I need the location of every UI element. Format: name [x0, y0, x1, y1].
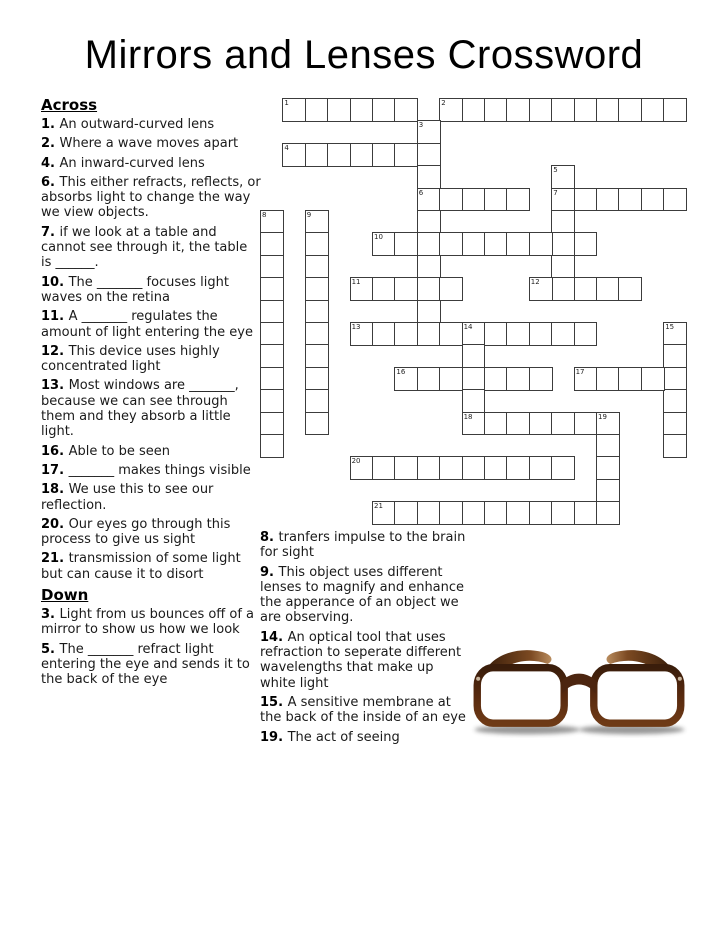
grid-cell-r15c15 [596, 434, 620, 458]
grid-cell-r6c13 [551, 232, 575, 256]
clue-text: A _______ regulates the amount of light entering the eye [41, 309, 253, 340]
grid-cell-r4c9 [462, 188, 486, 212]
grid-cell-number: 18 [463, 412, 473, 421]
grid-cell-r8c6 [394, 277, 418, 301]
grid-cell-r0c17 [641, 98, 665, 122]
grid-cell-r0c5 [372, 98, 396, 122]
grid-cell-number: 5 [553, 166, 558, 175]
clue-number: 11. [41, 309, 69, 325]
grid-cell-r4c7 [417, 188, 441, 212]
grid-cell-r12c8 [439, 367, 463, 391]
clue-text: The _______ refract light entering the eye and sends it to the back of the eye [41, 641, 250, 688]
grid-cell-r14c2 [305, 412, 329, 436]
grid-cell-r9c0 [260, 300, 284, 324]
grid-cell-r6c0 [260, 232, 284, 256]
grid-cell-r15c0 [260, 434, 284, 458]
down-heading: Down [41, 586, 89, 605]
grid-cell-r10c9 [462, 322, 486, 346]
grid-cell-r8c16 [618, 277, 642, 301]
grid-cell-number: 8 [262, 211, 267, 219]
clue-text: transmission of some light but can cause it to disort [41, 551, 241, 582]
crossword-grid [260, 98, 688, 526]
clue-11 [41, 309, 261, 340]
grid-cell-r0c11 [506, 98, 530, 122]
grid-cell-r4c8 [439, 188, 463, 212]
clue-number: 12. [41, 343, 69, 359]
grid-cell-r6c7 [417, 232, 441, 256]
grid-cell-r4c18 [663, 188, 687, 212]
grid-cell-r7c7 [417, 255, 441, 279]
grid-cell-r2c4 [350, 143, 374, 167]
grid-cell-r12c15 [596, 367, 620, 391]
grid-cell-r11c9 [462, 344, 486, 368]
grid-cell-r6c11 [506, 232, 530, 256]
grid-cell-r18c10 [484, 501, 508, 525]
grid-cell-r2c5 [372, 143, 396, 167]
clue-number: 21. [41, 551, 69, 567]
page-title: Mirrors and Lenses Crossword [84, 33, 644, 77]
clue-text: This object uses different lenses to magnify and enhance the apperance of an object we are observing. [260, 564, 465, 626]
clue-text: if we look at a table and cannot see through it, the table is ______. [41, 224, 248, 271]
clue-8 [260, 530, 466, 561]
clue-15 [260, 695, 466, 726]
grid-cell-r8c14 [574, 277, 598, 301]
clue-number: 1. [41, 117, 60, 132]
clue-number: 2. [41, 136, 60, 152]
grid-cell-r4c10 [484, 188, 508, 212]
clue-text: This either refracts, reflects, or absorbs light to change the way we view objects. [41, 174, 261, 221]
grid-cell-number: 20 [351, 457, 361, 466]
clues-second-column [260, 530, 466, 749]
clue-4 [41, 156, 261, 171]
grid-cell-r8c13 [551, 277, 575, 301]
clue-text: tranfers impulse to the brain for sight [260, 530, 466, 561]
grid-cell-r16c4 [350, 456, 374, 480]
grid-cell-r10c13 [551, 322, 575, 346]
grid-cell-r14c14 [574, 412, 598, 436]
clue-number: 20. [41, 516, 69, 532]
grid-cell-r0c9 [462, 98, 486, 122]
grid-cell-r11c0 [260, 344, 284, 368]
grid-cell-r6c12 [529, 232, 553, 256]
grid-cell-r12c2 [305, 367, 329, 391]
clue-text: Our eyes go through this process to give us sight [41, 516, 231, 548]
grid-cell-r17c15 [596, 479, 620, 503]
clue-1 [41, 117, 261, 132]
grid-cell-r15c18 [663, 434, 687, 458]
grid-cell-number: 7 [553, 188, 558, 197]
clue-number: 8. [260, 530, 279, 545]
grid-cell-r16c10 [484, 456, 508, 480]
grid-cell-r2c1 [282, 143, 306, 167]
clue-text: Where a wave moves apart [59, 136, 239, 152]
grid-cell-r18c6 [394, 501, 418, 525]
grid-cell-r3c13 [551, 165, 575, 189]
grid-cell-r14c15 [596, 412, 620, 436]
grid-cell-r6c6 [394, 232, 418, 256]
grid-cell-r12c12 [529, 367, 553, 391]
grid-cell-r0c1 [282, 98, 306, 122]
grid-cell-r0c14 [574, 98, 598, 122]
grid-cell-r16c7 [417, 456, 441, 480]
grid-cell-r1c7 [417, 120, 441, 144]
grid-cell-r8c5 [372, 277, 396, 301]
clue-text: The act of seeing [287, 729, 400, 745]
across-heading: Across [41, 96, 98, 114]
grid-cell-number: 15 [665, 323, 675, 331]
grid-cell-r7c2 [305, 255, 329, 279]
clue-text: Light from us bounces off of a mirror to show us how we look [41, 607, 255, 638]
grid-cell-r12c7 [417, 367, 441, 391]
grid-cell-number: 11 [351, 278, 361, 287]
grid-cell-number: 12 [530, 278, 540, 287]
grid-cell-r0c6 [394, 98, 418, 122]
grid-cell-r0c15 [596, 98, 620, 122]
grid-cell-r18c7 [417, 501, 441, 525]
grid-cell-r10c10 [484, 322, 508, 346]
clue-text: An inward-curved lens [59, 155, 205, 171]
grid-cell-r16c12 [529, 456, 553, 480]
clue-number: 15. [260, 694, 288, 710]
clue-number: 6. [41, 174, 60, 190]
grid-cell-r8c7 [417, 277, 441, 301]
grid-cell-r16c6 [394, 456, 418, 480]
grid-cell-r5c7 [417, 210, 441, 234]
grid-cell-r16c9 [462, 456, 486, 480]
grid-cell-r3c7 [417, 165, 441, 189]
grid-cell-r4c16 [618, 188, 642, 212]
grid-cell-r2c7 [417, 143, 441, 167]
grid-cell-r14c18 [663, 412, 687, 436]
clue-number: 5. [41, 641, 60, 657]
grid-cell-r0c3 [327, 98, 351, 122]
grid-cell-r10c11 [506, 322, 530, 346]
grid-cell-r10c2 [305, 322, 329, 346]
grid-cell-r14c13 [551, 412, 575, 436]
clue-17 [41, 463, 261, 478]
grid-cell-r10c14 [574, 322, 598, 346]
grid-cell-r12c17 [641, 367, 665, 391]
grid-cell-r8c0 [260, 277, 284, 301]
clue-text: Most windows are _______, because we can see through them and they absorb a little light. [41, 378, 239, 440]
clue-9 [260, 565, 466, 626]
down-clues-second-list [260, 530, 466, 745]
clue-6 [41, 175, 261, 221]
grid-cell-number: 19 [598, 412, 607, 421]
clue-14 [260, 630, 466, 691]
grid-cell-r8c4 [350, 277, 374, 301]
grid-cell-number: 6 [418, 188, 424, 197]
grid-cell-r13c18 [663, 389, 687, 413]
grid-cell-r18c14 [574, 501, 598, 525]
grid-cell-r10c5 [372, 322, 396, 346]
clue-number: 13. [41, 378, 69, 394]
grid-cell-number: 16 [396, 367, 406, 376]
grid-cell-number: 10 [374, 233, 383, 242]
grid-cell-r0c18 [663, 98, 687, 122]
clue-3 [41, 607, 261, 638]
across-clues-list [41, 117, 261, 582]
clue-number: 17. [41, 462, 69, 478]
grid-cell-r10c0 [260, 322, 284, 346]
grid-cell-r7c0 [260, 255, 284, 279]
grid-cell-r0c8 [439, 98, 463, 122]
clue-number: 10. [41, 274, 69, 290]
clue-number: 7. [41, 224, 60, 240]
clues-left-column [41, 96, 261, 692]
clue-7 [41, 225, 261, 271]
grid-cell-r18c15 [596, 501, 620, 525]
grid-cell-r0c10 [484, 98, 508, 122]
grid-cell-r10c18 [663, 322, 687, 346]
grid-cell-r14c9 [462, 412, 486, 436]
hinge-screw-right [678, 677, 682, 681]
grid-cell-r13c0 [260, 389, 284, 413]
grid-cell-r14c12 [529, 412, 553, 436]
down-clues-left-list [41, 607, 261, 687]
clue-21 [41, 551, 261, 582]
clue-16 [41, 444, 261, 459]
grid-cell-r16c5 [372, 456, 396, 480]
grid-cell-number: 4 [284, 143, 289, 152]
grid-cell-r2c3 [327, 143, 351, 167]
clue-number: 3. [41, 607, 60, 623]
grid-cell-r9c7 [417, 300, 441, 324]
grid-cell-r6c9 [462, 232, 486, 256]
grid-cell-r4c17 [641, 188, 665, 212]
grid-cell-r12c6 [394, 367, 418, 391]
clue-number: 14. [260, 629, 288, 645]
grid-cell-r12c14 [574, 367, 598, 391]
grid-cell-number: 1 [284, 99, 289, 107]
grid-cell-r18c11 [506, 501, 530, 525]
grid-cell-r18c12 [529, 501, 553, 525]
grid-cell-r12c10 [484, 367, 508, 391]
grid-cell-r5c2 [305, 210, 329, 234]
clue-number: 19. [260, 729, 288, 745]
grid-cell-r18c5 [372, 501, 396, 525]
glasses-frame [476, 668, 682, 724]
grid-cell-r14c0 [260, 412, 284, 436]
grid-cell-r10c8 [439, 322, 463, 346]
grid-cell-r4c13 [551, 188, 575, 212]
clue-13 [41, 378, 261, 439]
clue-text: A sensitive membrane at the back of the inside of an eye [260, 694, 466, 726]
grid-cell-r4c14 [574, 188, 598, 212]
clue-10 [41, 275, 261, 306]
grid-cell-r6c5 [372, 232, 396, 256]
grid-cell-r12c9 [462, 367, 486, 391]
clue-2 [41, 136, 261, 151]
grid-cell-r5c13 [551, 210, 575, 234]
grid-cell-r16c8 [439, 456, 463, 480]
grid-cell-number: 13 [351, 323, 361, 331]
grid-cell-r0c2 [305, 98, 329, 122]
clue-text: The _______ focuses light waves on the retina [41, 274, 229, 305]
grid-cell-r14c11 [506, 412, 530, 436]
grid-cell-r8c2 [305, 277, 329, 301]
grid-cell-r6c8 [439, 232, 463, 256]
grid-cell-r12c11 [506, 367, 530, 391]
grid-cell-r0c16 [618, 98, 642, 122]
grid-cell-r11c18 [663, 344, 687, 368]
grid-cell-r0c12 [529, 98, 553, 122]
grid-cell-r6c10 [484, 232, 508, 256]
grid-cell-r0c13 [551, 98, 575, 122]
grid-cell-r0c4 [350, 98, 374, 122]
clue-number: 16. [41, 443, 69, 459]
clue-number: 9. [260, 564, 279, 580]
grid-cell-r12c0 [260, 367, 284, 391]
grid-cell-number: 2 [441, 99, 446, 107]
clue-19 [260, 730, 466, 745]
grid-cell-r8c8 [439, 277, 463, 301]
grid-cell-number: 14 [463, 323, 473, 331]
grid-cell-number: 9 [306, 211, 312, 219]
clue-number: 4. [41, 155, 60, 171]
grid-cell-number: 17 [575, 367, 585, 376]
grid-cell-r11c2 [305, 344, 329, 368]
grid-cell-r18c9 [462, 501, 486, 525]
eyeglasses-image [468, 638, 690, 738]
grid-cell-r10c4 [350, 322, 374, 346]
grid-cell-r10c6 [394, 322, 418, 346]
grid-cell-r6c2 [305, 232, 329, 256]
clue-text: This device uses highly concentrated light [41, 343, 220, 375]
clue-text: An optical tool that uses refraction to seperate different wavelengths that make up white light [260, 629, 462, 691]
grid-cell-r8c15 [596, 277, 620, 301]
grid-cell-r16c11 [506, 456, 530, 480]
grid-cell-r13c9 [462, 389, 486, 413]
grid-cell-r7c13 [551, 255, 575, 279]
clue-number: 18. [41, 482, 69, 498]
clue-text: Able to be seen [68, 443, 171, 459]
grid-cell-r12c18 [663, 367, 687, 391]
clue-text: We use this to see our reflection. [41, 482, 214, 513]
grid-cell-r4c11 [506, 188, 530, 212]
grid-cell-r9c2 [305, 300, 329, 324]
grid-cell-number: 3 [418, 121, 424, 130]
grid-cell-r2c6 [394, 143, 418, 167]
grid-cell-r6c14 [574, 232, 598, 256]
grid-cell-r10c12 [529, 322, 553, 346]
grid-cell-r8c12 [529, 277, 553, 301]
clue-5 [41, 642, 261, 688]
clue-text: An outward-curved lens [59, 117, 215, 132]
grid-cell-number: 21 [374, 502, 383, 511]
grid-cell-r2c2 [305, 143, 329, 167]
grid-cell-r16c13 [551, 456, 575, 480]
grid-cell-r18c8 [439, 501, 463, 525]
clue-12 [41, 344, 261, 375]
clue-18 [41, 482, 261, 513]
grid-cell-r16c15 [596, 456, 620, 480]
hinge-screw-left [476, 677, 480, 681]
grid-cell-r10c7 [417, 322, 441, 346]
grid-cell-r5c0 [260, 210, 284, 234]
grid-cell-r18c13 [551, 501, 575, 525]
clue-20 [41, 517, 261, 548]
clue-text: _______ makes things visible [68, 462, 251, 478]
grid-cell-r12c16 [618, 367, 642, 391]
grid-cell-r14c10 [484, 412, 508, 436]
grid-cell-r13c2 [305, 389, 329, 413]
grid-cell-r4c15 [596, 188, 620, 212]
